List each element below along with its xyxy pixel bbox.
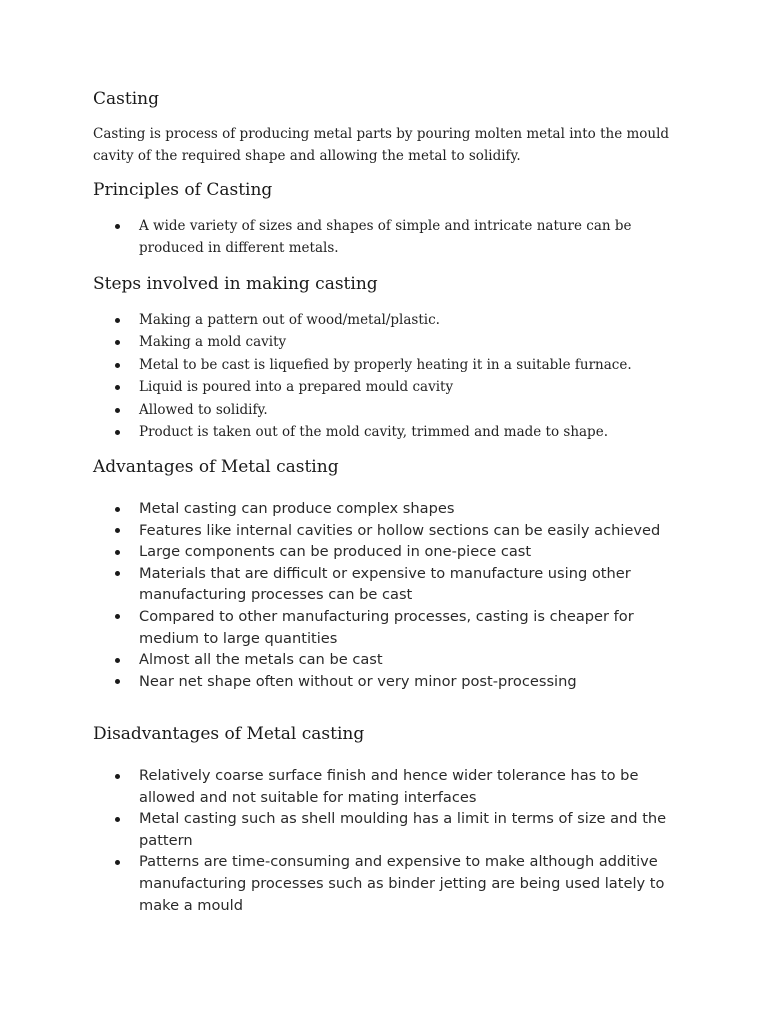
- list-item: [93, 354, 633, 376]
- bullet-icon: [115, 860, 120, 865]
- bullet-icon: [115, 679, 120, 684]
- list-item: [93, 606, 683, 649]
- list-item-text: Materials that are difficult or expensive to manufacture using other manufacturing processes can be cast: [139, 564, 631, 604]
- disadvantages-list: [93, 765, 683, 916]
- list-item-text: A wide variety of sizes and shapes of simple and intricate nature can be produced in different metals.: [139, 218, 632, 257]
- principles-heading: Principles of Casting: [93, 180, 273, 200]
- list-item: [93, 541, 683, 563]
- list-item-text: Features like internal cavities or hollow sections can be easily achieved: [139, 521, 661, 539]
- list-item: [93, 765, 683, 808]
- list-item-text: Liquid is poured into a prepared mould cavity: [139, 379, 454, 396]
- list-item: [93, 421, 633, 443]
- list-item-text: Making a mold cavity: [139, 334, 287, 351]
- list-item-text: Almost all the metals can be cast: [139, 651, 383, 669]
- bullet-icon: [115, 774, 120, 779]
- bullet-icon: [115, 571, 120, 576]
- bullet-icon: [115, 340, 120, 345]
- list-item: [93, 498, 683, 520]
- bullet-icon: [115, 507, 120, 512]
- bullet-icon: [115, 550, 120, 555]
- bullet-icon: [115, 614, 120, 619]
- steps-list: [93, 309, 633, 443]
- list-item: [93, 331, 633, 353]
- list-item-text: Near net shape often without or very minor post-processing: [139, 672, 577, 690]
- intro-paragraph: Casting is process of producing metal parts by pouring molten metal into the mould cavity of the required shape and allowing the metal to solidify.: [93, 126, 670, 164]
- list-item-text: Making a pattern out of wood/metal/plastic.: [139, 312, 440, 328]
- bullet-icon: [115, 528, 120, 533]
- bullet-icon: [115, 224, 120, 229]
- advantages-heading: Advantages of Metal casting: [93, 457, 339, 477]
- list-item-text: Metal casting such as shell moulding has a limit in terms of size and the pattern: [139, 810, 667, 849]
- steps-heading: Steps involved in making casting: [93, 274, 378, 294]
- list-item-text: Allowed to solidify.: [139, 401, 268, 418]
- list-item: [93, 671, 683, 693]
- bullet-icon: [115, 658, 120, 663]
- list-item-text: Large components can be produced in one-piece cast: [139, 543, 532, 561]
- bullet-icon: [115, 430, 120, 435]
- list-item: [93, 851, 683, 916]
- list-item: [93, 520, 683, 542]
- bullet-icon: [115, 363, 120, 368]
- list-item: [93, 376, 633, 398]
- bullet-icon: [115, 318, 120, 323]
- list-item-text: Metal casting can produce complex shapes: [139, 500, 455, 517]
- advantages-list: [93, 498, 683, 692]
- list-item: [93, 808, 683, 851]
- page-title: Casting: [93, 89, 159, 109]
- disadvantages-heading: Disadvantages of Metal casting: [93, 724, 365, 744]
- list-item: [93, 649, 683, 671]
- list-item-text: Relatively coarse surface finish and hence wider tolerance has to be allowed and not suitable for mating interfaces: [139, 767, 639, 806]
- bullet-icon: [115, 817, 120, 822]
- bullet-icon: [115, 408, 120, 413]
- list-item: [93, 563, 683, 606]
- list-item-text: Metal to be cast is liquefied by properly heating it in a suitable furnace.: [139, 356, 632, 373]
- list-item-text: Product is taken out of the mold cavity, trimmed and made to shape.: [139, 424, 608, 441]
- list-item-text: Patterns are time-consuming and expensive to make although additive manufacturing processes such as binder jetting are being used lately to make a mould: [139, 853, 665, 914]
- list-item: [93, 215, 633, 260]
- list-item-text: Compared to other manufacturing processes, casting is cheaper for medium to large quantities: [139, 607, 634, 647]
- bullet-icon: [115, 385, 120, 390]
- list-item: [93, 309, 633, 331]
- principles-list: [93, 215, 633, 260]
- list-item: [93, 399, 633, 421]
